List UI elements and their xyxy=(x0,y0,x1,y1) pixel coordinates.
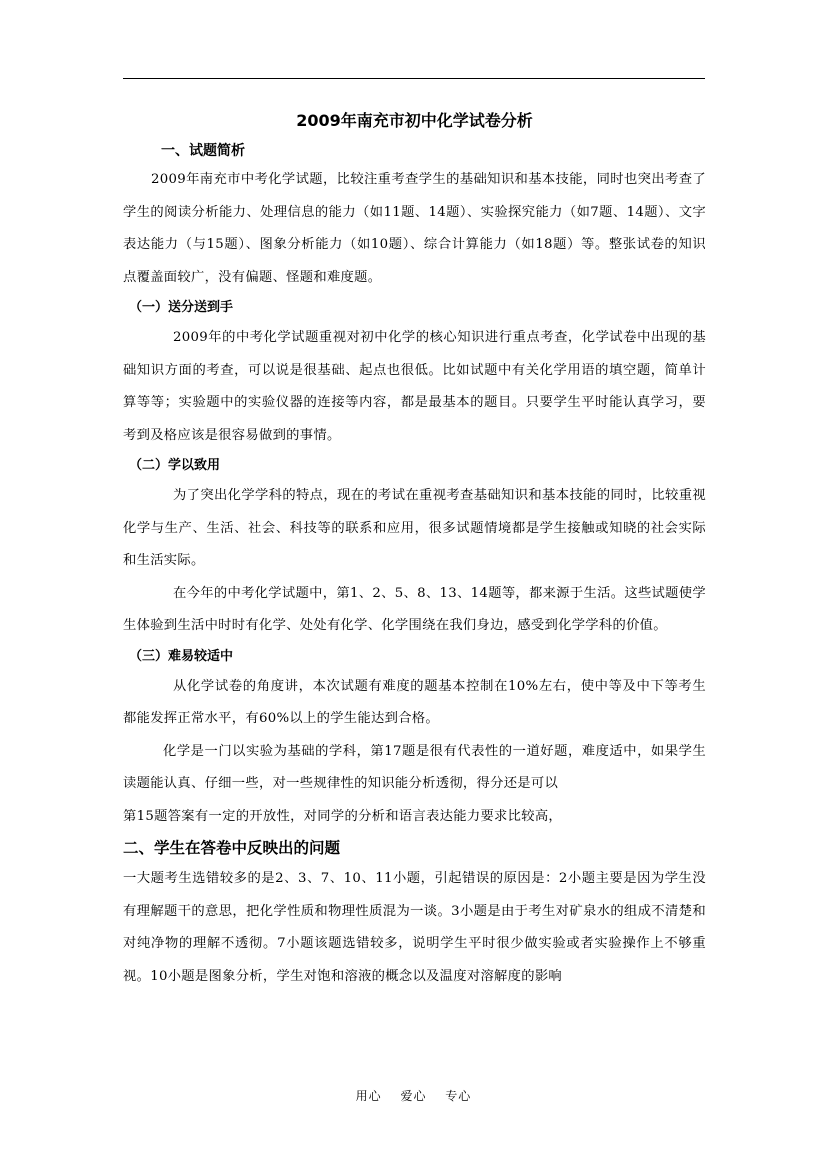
subsection-2-text-2: 在今年的中考化学试题中，第1、2、5、8、13、14题等，都来源于生活。这些试题使学生体验到生活中时时有化学、处处有化学、化学围绕在我们身边，感受到化学学科的价值。 xyxy=(123,585,706,633)
document-title: 2009年南充市初中化学试卷分析 xyxy=(296,111,533,130)
header-rule xyxy=(123,78,705,79)
subsection-2-heading: （二）学以致用 xyxy=(129,458,221,473)
subsection-2-text-1: 为了突出化学学科的特点，现在的考试在重视考查基础知识和基本技能的同时，比较重视化学与生产、生活、社会、科技等的联系和应用，很多试题情境都是学生接触或知晓的社会实际和生活实际。 xyxy=(123,488,706,568)
document-body xyxy=(123,108,706,993)
page-footer: 用心 爱心 专心 xyxy=(355,1089,472,1103)
subsection-3-heading: （三）难易较适中 xyxy=(129,648,234,664)
subsection-3-text-2: 化学是一门以实验为基础的学科，第17题是很有代表性的一道好题，难度适中，如果学生读题能认真、仔细一些，对一些规律性的知识能分析透彻，得分还是可以 xyxy=(123,743,706,791)
section-2-heading: 二、学生在答卷中反映出的问题 xyxy=(123,839,341,857)
section-2-text: 一大题考生选错较多的是2、3、7、10、11小题，引起错误的原因是：2小题主要是因为学生没有理解题干的意思，把化学性质和物理性质混为一谈。3小题是由于考生对矿泉水的组成不清楚和对纯净物的理解不透彻。7小题该题选错较多，说明学生平时很少做实验或者实验操作上不够重视。10小题是图象分析，学生对饱和溶液的概念以及温度对溶解度的影响 xyxy=(123,871,706,984)
subsection-3-text-1: 从化学试卷的角度讲，本次试题有难度的题基本控制在10%左右，使中等及中下等考生都能发挥正常水平，有60%以上的学生能达到合格。 xyxy=(123,678,706,726)
subsection-1-text: 2009年的中考化学试题重视对初中化学的核心知识进行重点考查，化学试卷中出现的基础知识方面的考查，可以说是很基础、起点也很低。比如试题中有关化学用语的填空题，简单计算等等；实验题中的实验仪器的连接等内容，都是最基本的题目。只要学生平时能认真学习，要考到及格应该是很容易做到的事情。 xyxy=(123,330,706,443)
subsection-3-text-3: 第15题答案有一定的开放性，对同学的分析和语言表达能力要求比较高， xyxy=(123,808,563,824)
section-1-heading: 一、试题简析 xyxy=(161,143,245,159)
subsection-1-heading: （一）送分送到手 xyxy=(129,300,234,315)
section-1-intro: 2009年南充市中考化学试题，比较注重考查学生的基础知识和基本技能，同时也突出考查了学生的阅读分析能力、处理信息的能力（如11题、14题）、实验探究能力（如7题、14题）、文字表达能力（与15题）、图象分析能力（如10题）、综合计算能力（如18题）等。整张试卷的知识点覆盖面较广，没有偏题、怪题和难度题。 xyxy=(123,172,706,285)
